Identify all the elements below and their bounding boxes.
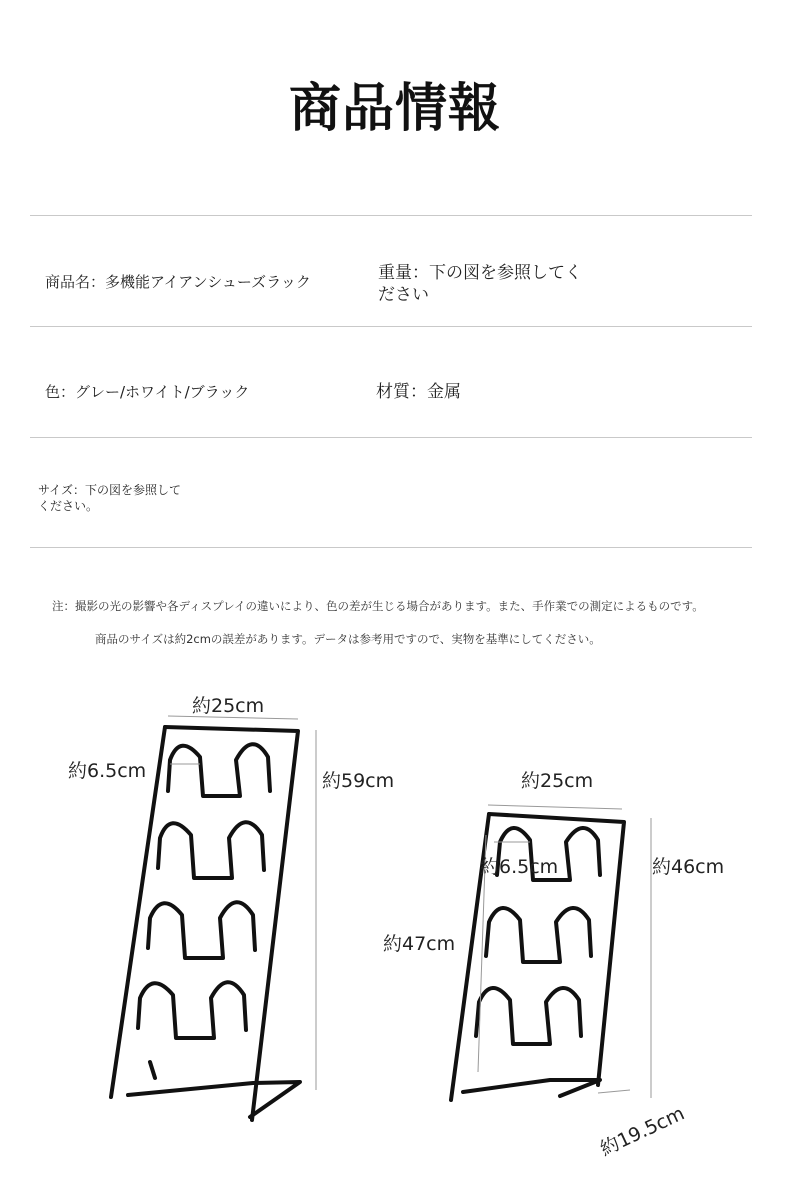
spec-name: 商品名：多機能アイアンシューズラック [45, 273, 311, 291]
large-height-label: 約59cm [322, 770, 395, 792]
small-height-left-label: 約47cm [383, 933, 456, 955]
large-gap-label: 約6.5cm [68, 760, 147, 782]
small-height-right-label: 約46cm [652, 856, 725, 878]
spec-weight-line2: ださい [378, 285, 429, 305]
spec-color: 色：グレー/ホワイト/ブラック [45, 383, 250, 401]
small-rack-dimension-lines [478, 805, 651, 1098]
note-line1: 注：撮影の光の影響や各ディスプレイの違いにより、色の差が生じる場合があります。また、手作業での測定によるものです。 [52, 599, 704, 613]
large-rack-figure [111, 727, 300, 1120]
small-width-label: 約25cm [521, 770, 594, 792]
small-depth-label: 約19.5cm [596, 1102, 688, 1161]
spec-material: 材質：金属 [376, 382, 461, 402]
spec-size-line1: サイズ：下の図を参照して [38, 483, 182, 497]
page-title: 商品情報 [288, 79, 501, 139]
small-gap-label: 約6.5cm [480, 856, 559, 878]
spec-weight-line1: 重量：下の図を参照してく [378, 263, 582, 283]
spec-size-line2: ください。 [38, 499, 99, 513]
large-width-label: 約25cm [192, 695, 265, 717]
note-line2: 商品のサイズは約2cmの誤差があります。データは参考用ですので、実物を基準にしてください。 [95, 632, 601, 646]
